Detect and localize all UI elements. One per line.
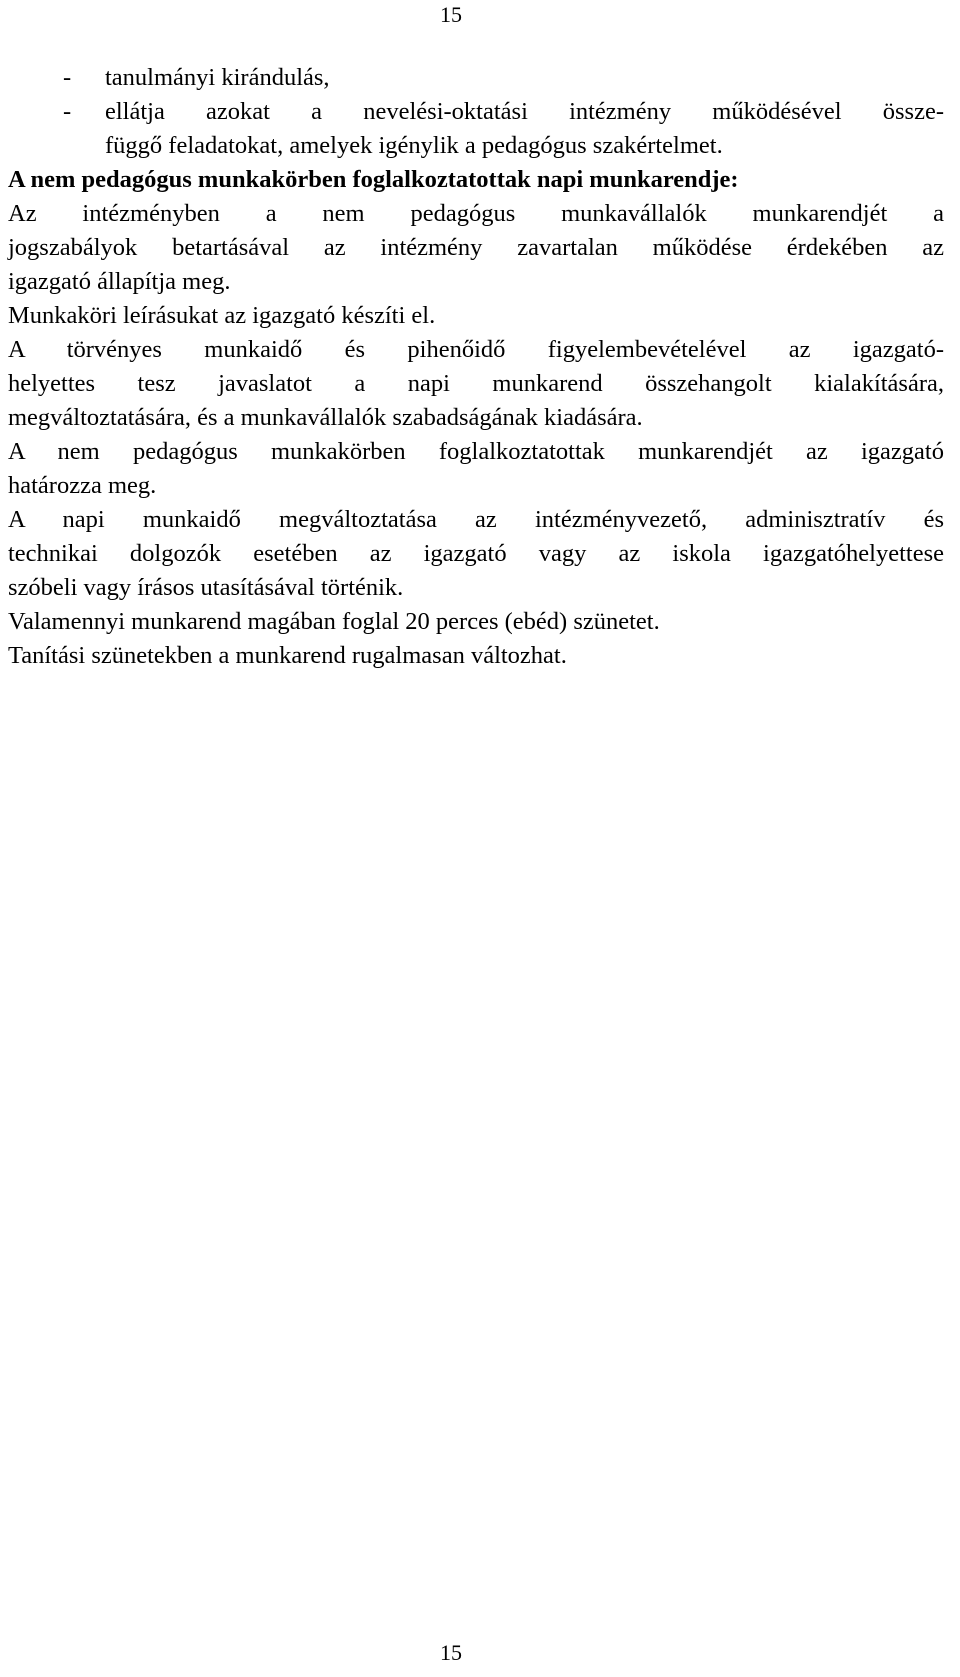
list-dash: -	[63, 98, 72, 125]
list-dash: -	[63, 64, 72, 91]
paragraph	[8, 503, 944, 605]
paragraph-line: jogszabályok betartásával az intézmény zavartalan működése érdekében az	[8, 234, 944, 261]
paragraph	[8, 605, 944, 639]
paragraph-line: Valamennyi munkarend magában foglal 20 perces (ebéd) szünetet.	[8, 608, 660, 635]
paragraph-line: A törvényes munkaidő és pihenőidő figyelembevételével az igazgató-	[8, 336, 944, 363]
paragraph-line: Az intézményben a nem pedagógus munkavállalók munkarendjét a	[8, 200, 944, 227]
page-number-top: 15	[440, 2, 462, 27]
list-item-text: ellátja azokat a nevelési-oktatási intézmény működésével össze-	[105, 98, 944, 125]
paragraph-line: A napi munkaidő megváltoztatása az intézményvezető, adminisztratív és	[8, 506, 944, 533]
page-number-bottom: 15	[440, 1640, 462, 1665]
list-item	[8, 95, 944, 129]
paragraph-line: Tanítási szünetekben a munkarend rugalmasan változhat.	[8, 642, 567, 669]
paragraph-line: A nem pedagógus munkakörben foglalkoztatottak munkarendjét az igazgató	[8, 438, 944, 465]
list-item-text: függő feladatokat, amelyek igénylik a pedagógus szakértelmet.	[105, 132, 723, 159]
paragraph-line: megváltoztatására, és a munkavállalók szabadságának kiadására.	[8, 404, 643, 431]
list-item-text: tanulmányi kirándulás,	[105, 64, 330, 91]
paragraph-line: szóbeli vagy írásos utasításával történik.	[8, 574, 404, 601]
paragraph-line: határozza meg.	[8, 472, 157, 499]
paragraph	[8, 639, 944, 673]
list-item-continuation	[8, 129, 944, 163]
paragraph	[8, 299, 944, 333]
paragraph-line: Munkaköri leírásukat az igazgató készíti el.	[8, 302, 436, 329]
paragraph-line: helyettes tesz javaslatot a napi munkarend összehangolt kialakítására,	[8, 370, 944, 397]
list-item	[8, 61, 944, 95]
paragraph-line: igazgató állapítja meg.	[8, 268, 231, 295]
paragraph-line: technikai dolgozók esetében az igazgató vagy az iskola igazgatóhelyettese	[8, 540, 944, 567]
document-body	[8, 61, 944, 673]
section-heading: A nem pedagógus munkakörben foglalkoztatottak napi munkarendje:	[8, 166, 739, 193]
paragraph	[8, 435, 944, 503]
paragraph	[8, 333, 944, 435]
paragraph	[8, 197, 944, 299]
